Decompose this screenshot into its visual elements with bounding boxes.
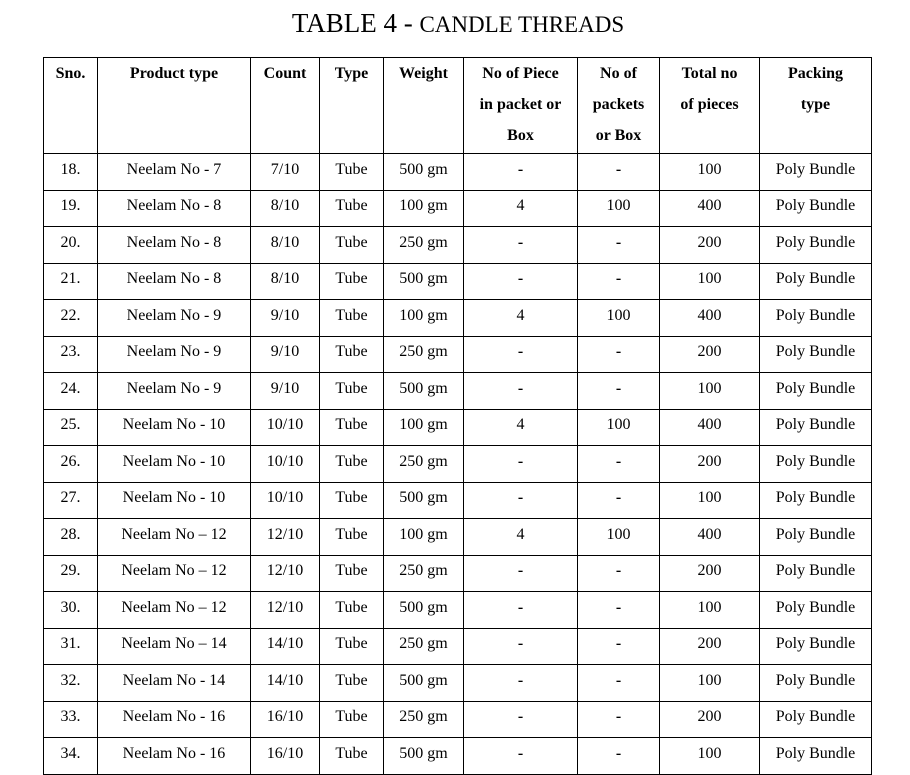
cell-count: 8/10: [251, 190, 320, 227]
header-sno: Sno.: [44, 58, 98, 154]
cell-product-type: Neelam No - 10: [98, 446, 251, 483]
cell-product-type: Neelam No – 12: [98, 592, 251, 629]
table-row: [44, 227, 872, 264]
cell-type: Tube: [320, 446, 384, 483]
cell-total-pieces: 400: [660, 409, 760, 446]
cell-total-pieces: 200: [660, 701, 760, 738]
header-type: Type: [320, 58, 384, 154]
cell-pieces-per-packet: -: [464, 373, 578, 410]
cell-count: 9/10: [251, 336, 320, 373]
cell-type: Tube: [320, 482, 384, 519]
cell-type: Tube: [320, 628, 384, 665]
cell-total-pieces: 100: [660, 592, 760, 629]
table-row: [44, 592, 872, 629]
header-pieces-per-packet: No of Piece in packet or Box: [464, 58, 578, 154]
table-row: [44, 482, 872, 519]
cell-sno: 22.: [44, 300, 98, 337]
cell-product-type: Neelam No - 7: [98, 154, 251, 191]
cell-pieces-per-packet: 4: [464, 519, 578, 556]
cell-weight: 250 gm: [384, 227, 464, 264]
cell-pieces-per-packet: -: [464, 665, 578, 702]
table-row: [44, 409, 872, 446]
cell-count: 7/10: [251, 154, 320, 191]
cell-count: 8/10: [251, 263, 320, 300]
cell-type: Tube: [320, 701, 384, 738]
cell-sno: 21.: [44, 263, 98, 300]
cell-product-type: Neelam No – 12: [98, 519, 251, 556]
cell-type: Tube: [320, 190, 384, 227]
cell-count: 12/10: [251, 592, 320, 629]
cell-packets-per-box: -: [578, 263, 660, 300]
table-row: [44, 373, 872, 410]
cell-count: 12/10: [251, 519, 320, 556]
cell-type: Tube: [320, 409, 384, 446]
table-row: [44, 519, 872, 556]
cell-packing-type: Poly Bundle: [760, 665, 872, 702]
cell-weight: 500 gm: [384, 373, 464, 410]
cell-count: 12/10: [251, 555, 320, 592]
cell-total-pieces: 400: [660, 519, 760, 556]
cell-weight: 100 gm: [384, 409, 464, 446]
cell-packing-type: Poly Bundle: [760, 227, 872, 264]
cell-packets-per-box: -: [578, 628, 660, 665]
cell-total-pieces: 100: [660, 154, 760, 191]
header-product-type: Product type: [98, 58, 251, 154]
cell-product-type: Neelam No - 8: [98, 227, 251, 264]
cell-packing-type: Poly Bundle: [760, 190, 872, 227]
cell-pieces-per-packet: 4: [464, 300, 578, 337]
cell-sno: 33.: [44, 701, 98, 738]
cell-type: Tube: [320, 300, 384, 337]
title-prefix: TABLE 4 -: [291, 8, 420, 38]
cell-weight: 500 gm: [384, 738, 464, 775]
cell-packets-per-box: -: [578, 373, 660, 410]
cell-weight: 250 gm: [384, 701, 464, 738]
cell-packing-type: Poly Bundle: [760, 592, 872, 629]
cell-sno: 26.: [44, 446, 98, 483]
cell-product-type: Neelam No - 10: [98, 482, 251, 519]
cell-total-pieces: 100: [660, 373, 760, 410]
header-total-pieces: Total no of pieces: [660, 58, 760, 154]
cell-pieces-per-packet: -: [464, 701, 578, 738]
cell-packets-per-box: -: [578, 227, 660, 264]
cell-count: 14/10: [251, 665, 320, 702]
cell-pieces-per-packet: -: [464, 263, 578, 300]
cell-count: 9/10: [251, 373, 320, 410]
cell-packing-type: Poly Bundle: [760, 519, 872, 556]
cell-packets-per-box: 100: [578, 519, 660, 556]
header-packets-per-box: No of packets or Box: [578, 58, 660, 154]
cell-count: 10/10: [251, 482, 320, 519]
cell-packets-per-box: -: [578, 592, 660, 629]
cell-weight: 500 gm: [384, 592, 464, 629]
table-row: [44, 555, 872, 592]
cell-type: Tube: [320, 665, 384, 702]
cell-total-pieces: 200: [660, 628, 760, 665]
table-row: [44, 190, 872, 227]
title-rest: CANDLE THREADS: [419, 12, 625, 37]
cell-total-pieces: 200: [660, 555, 760, 592]
cell-type: Tube: [320, 154, 384, 191]
cell-packets-per-box: -: [578, 154, 660, 191]
cell-packets-per-box: -: [578, 701, 660, 738]
cell-count: 9/10: [251, 300, 320, 337]
table-row: [44, 701, 872, 738]
cell-product-type: Neelam No – 12: [98, 555, 251, 592]
cell-type: Tube: [320, 519, 384, 556]
cell-sno: 25.: [44, 409, 98, 446]
cell-total-pieces: 200: [660, 227, 760, 264]
header-count: Count: [251, 58, 320, 154]
cell-pieces-per-packet: -: [464, 628, 578, 665]
table-row: [44, 154, 872, 191]
cell-packing-type: Poly Bundle: [760, 300, 872, 337]
cell-weight: 100 gm: [384, 300, 464, 337]
cell-sno: 32.: [44, 665, 98, 702]
table-row: [44, 336, 872, 373]
cell-pieces-per-packet: -: [464, 555, 578, 592]
table-row: [44, 446, 872, 483]
cell-total-pieces: 100: [660, 482, 760, 519]
cell-product-type: Neelam No - 16: [98, 701, 251, 738]
table-header-row: [44, 58, 872, 154]
cell-pieces-per-packet: 4: [464, 190, 578, 227]
cell-type: Tube: [320, 227, 384, 264]
cell-total-pieces: 100: [660, 738, 760, 775]
cell-sno: 29.: [44, 555, 98, 592]
cell-pieces-per-packet: -: [464, 482, 578, 519]
cell-packing-type: Poly Bundle: [760, 336, 872, 373]
cell-packets-per-box: -: [578, 336, 660, 373]
cell-pieces-per-packet: -: [464, 592, 578, 629]
cell-sno: 23.: [44, 336, 98, 373]
cell-packing-type: Poly Bundle: [760, 482, 872, 519]
header-weight: Weight: [384, 58, 464, 154]
table-row: [44, 738, 872, 775]
cell-packing-type: Poly Bundle: [760, 409, 872, 446]
cell-type: Tube: [320, 738, 384, 775]
cell-packets-per-box: 100: [578, 300, 660, 337]
cell-pieces-per-packet: 4: [464, 409, 578, 446]
table-row: [44, 665, 872, 702]
cell-type: Tube: [320, 555, 384, 592]
cell-pieces-per-packet: -: [464, 336, 578, 373]
page-title: [0, 6, 910, 42]
cell-sno: 31.: [44, 628, 98, 665]
table-row: [44, 628, 872, 665]
cell-packing-type: Poly Bundle: [760, 738, 872, 775]
cell-total-pieces: 400: [660, 300, 760, 337]
cell-product-type: Neelam No - 9: [98, 373, 251, 410]
cell-weight: 250 gm: [384, 555, 464, 592]
cell-packing-type: Poly Bundle: [760, 373, 872, 410]
cell-weight: 500 gm: [384, 482, 464, 519]
cell-product-type: Neelam No - 10: [98, 409, 251, 446]
cell-count: 10/10: [251, 409, 320, 446]
cell-weight: 100 gm: [384, 519, 464, 556]
cell-type: Tube: [320, 336, 384, 373]
cell-total-pieces: 200: [660, 446, 760, 483]
cell-weight: 250 gm: [384, 446, 464, 483]
cell-type: Tube: [320, 592, 384, 629]
header-packing-type: Packing type: [760, 58, 872, 154]
cell-packets-per-box: 100: [578, 409, 660, 446]
table-row: [44, 263, 872, 300]
cell-packets-per-box: 100: [578, 190, 660, 227]
cell-product-type: Neelam No - 16: [98, 738, 251, 775]
cell-count: 8/10: [251, 227, 320, 264]
cell-weight: 500 gm: [384, 263, 464, 300]
cell-sno: 24.: [44, 373, 98, 410]
cell-sno: 19.: [44, 190, 98, 227]
cell-weight: 250 gm: [384, 628, 464, 665]
cell-packing-type: Poly Bundle: [760, 628, 872, 665]
cell-packing-type: Poly Bundle: [760, 263, 872, 300]
cell-sno: 27.: [44, 482, 98, 519]
cell-packets-per-box: -: [578, 446, 660, 483]
cell-sno: 28.: [44, 519, 98, 556]
cell-pieces-per-packet: -: [464, 154, 578, 191]
cell-packing-type: Poly Bundle: [760, 555, 872, 592]
cell-product-type: Neelam No - 9: [98, 336, 251, 373]
cell-product-type: Neelam No - 8: [98, 190, 251, 227]
cell-packets-per-box: -: [578, 482, 660, 519]
cell-weight: 500 gm: [384, 154, 464, 191]
cell-packing-type: Poly Bundle: [760, 154, 872, 191]
cell-count: 10/10: [251, 446, 320, 483]
cell-packing-type: Poly Bundle: [760, 446, 872, 483]
cell-product-type: Neelam No - 14: [98, 665, 251, 702]
cell-weight: 500 gm: [384, 665, 464, 702]
cell-product-type: Neelam No - 8: [98, 263, 251, 300]
cell-weight: 250 gm: [384, 336, 464, 373]
cell-total-pieces: 100: [660, 263, 760, 300]
table-row: [44, 300, 872, 337]
cell-pieces-per-packet: -: [464, 738, 578, 775]
cell-total-pieces: 200: [660, 336, 760, 373]
cell-packing-type: Poly Bundle: [760, 701, 872, 738]
cell-count: 14/10: [251, 628, 320, 665]
cell-total-pieces: 400: [660, 190, 760, 227]
cell-sno: 18.: [44, 154, 98, 191]
cell-count: 16/10: [251, 738, 320, 775]
candle-threads-table: [43, 57, 872, 775]
cell-type: Tube: [320, 263, 384, 300]
cell-sno: 30.: [44, 592, 98, 629]
cell-product-type: Neelam No – 14: [98, 628, 251, 665]
cell-sno: 34.: [44, 738, 98, 775]
cell-packets-per-box: -: [578, 555, 660, 592]
cell-total-pieces: 100: [660, 665, 760, 702]
cell-type: Tube: [320, 373, 384, 410]
cell-count: 16/10: [251, 701, 320, 738]
cell-packets-per-box: -: [578, 738, 660, 775]
cell-sno: 20.: [44, 227, 98, 264]
cell-pieces-per-packet: -: [464, 446, 578, 483]
cell-weight: 100 gm: [384, 190, 464, 227]
cell-packets-per-box: -: [578, 665, 660, 702]
cell-product-type: Neelam No - 9: [98, 300, 251, 337]
cell-pieces-per-packet: -: [464, 227, 578, 264]
